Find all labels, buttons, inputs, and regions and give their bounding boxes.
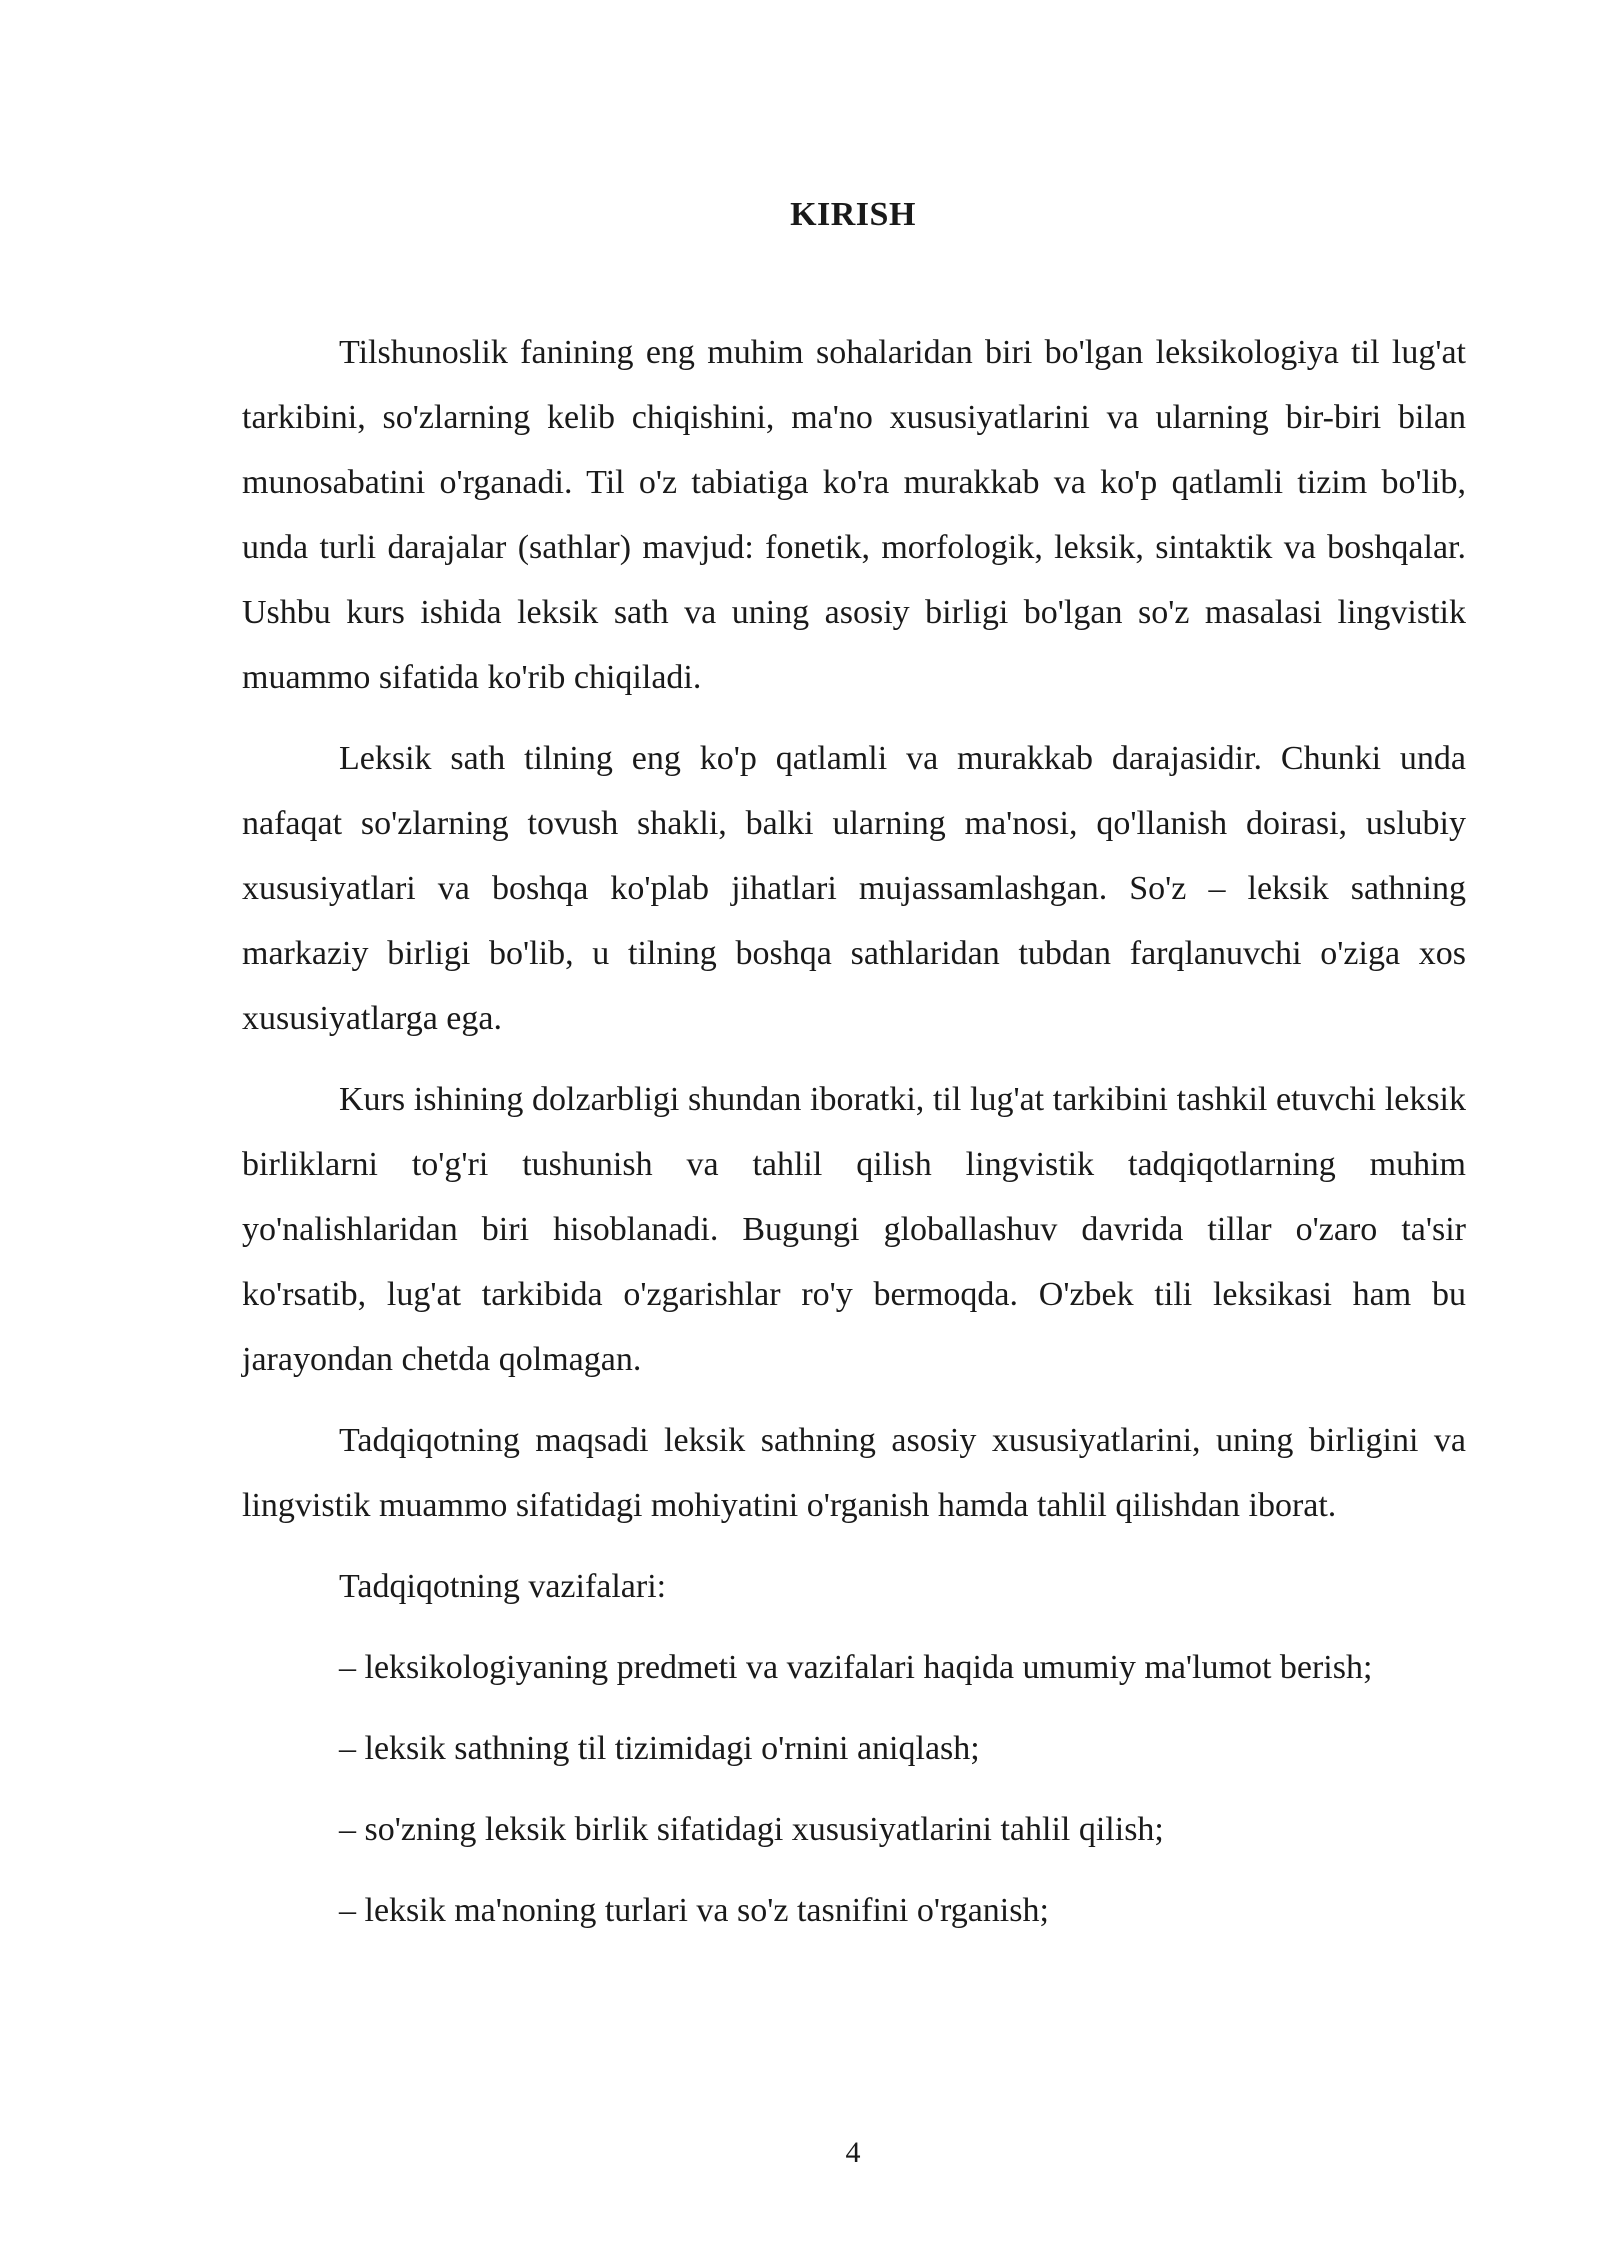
paragraph-relevance: Kurs ishining dolzarbligi shundan iboratki, til lug'at tarkibini tashkil etuvchi leksik birliklarni to'g'ri tushunish va tahlil qilish lingvistik tadqiqotlarning muhim yo'nalishlaridan biri hisoblanadi. Bugungi globallashuv davrida tillar o'zaro ta'sir ko'rsatib, lug'at tarkibida o'zgarishlar ro'y bermoqda. O'zbek tili leksikasi ham bu jarayondan chetda qolmagan. [242, 1081, 1466, 1378]
task-item: – leksik sathning til tizimidagi o'rnini aniqlash; [339, 1730, 980, 1767]
task-item: – so'zning leksik birlik sifatidagi xususiyatlarini tahlil qilish; [339, 1811, 1164, 1848]
task-item: – leksikologiyaning predmeti va vazifalari haqida umumiy ma'lumot berish; [339, 1649, 1373, 1686]
page-title: KIRISH [790, 196, 916, 233]
paragraph-intro: Tilshunoslik fanining eng muhim sohalaridan biri bo'lgan leksikologiya til lug'at tarkibini, so'zlarning kelib chiqishini, ma'no xususiyatlarini va ularning bir-biri bilan munosabatini o'rganadi. Til o'z tabiatiga ko'ra murakkab va ko'p qatlamli tizim bo'lib, unda turli darajalar (sathlar) mavjud: fonetik, morfologik, leksik, sintaktik va boshqalar. Ushbu kurs ishida leksik sath va uning asosiy birligi bo'lgan so'z masalasi lingvistik muammo sifatida ko'rib chiqiladi. [242, 334, 1466, 696]
task-item: – leksik ma'noning turlari va so'z tasnifini o'rganish; [339, 1892, 1049, 1929]
page-number: 4 [845, 2136, 861, 2169]
paragraph-lexical-level: Leksik sath tilning eng ko'p qatlamli va murakkab darajasidir. Chunki unda nafaqat so'zlarning tovush shakli, balki ularning ma'nosi, qo'llanish doirasi, uslubiy xususiyatlari va boshqa ko'plab jihatlari mujassamlashgan. So'z – leksik sathning markaziy birligi bo'lib, u tilning boshqa sathlaridan tubdan farqlanuvchi o'ziga xos xususiyatlarga ega. [242, 740, 1466, 1037]
paragraph-tasks-heading: Tadqiqotning vazifalari: [339, 1568, 667, 1605]
document-body [242, 320, 1466, 1959]
paragraph-goal: Tadqiqotning maqsadi leksik sathning asosiy xususiyatlarini, uning birligini va lingvistik muammo sifatidagi mohiyatini o'rganish hamda tahlil qilishdan iborat. [242, 1422, 1466, 1524]
